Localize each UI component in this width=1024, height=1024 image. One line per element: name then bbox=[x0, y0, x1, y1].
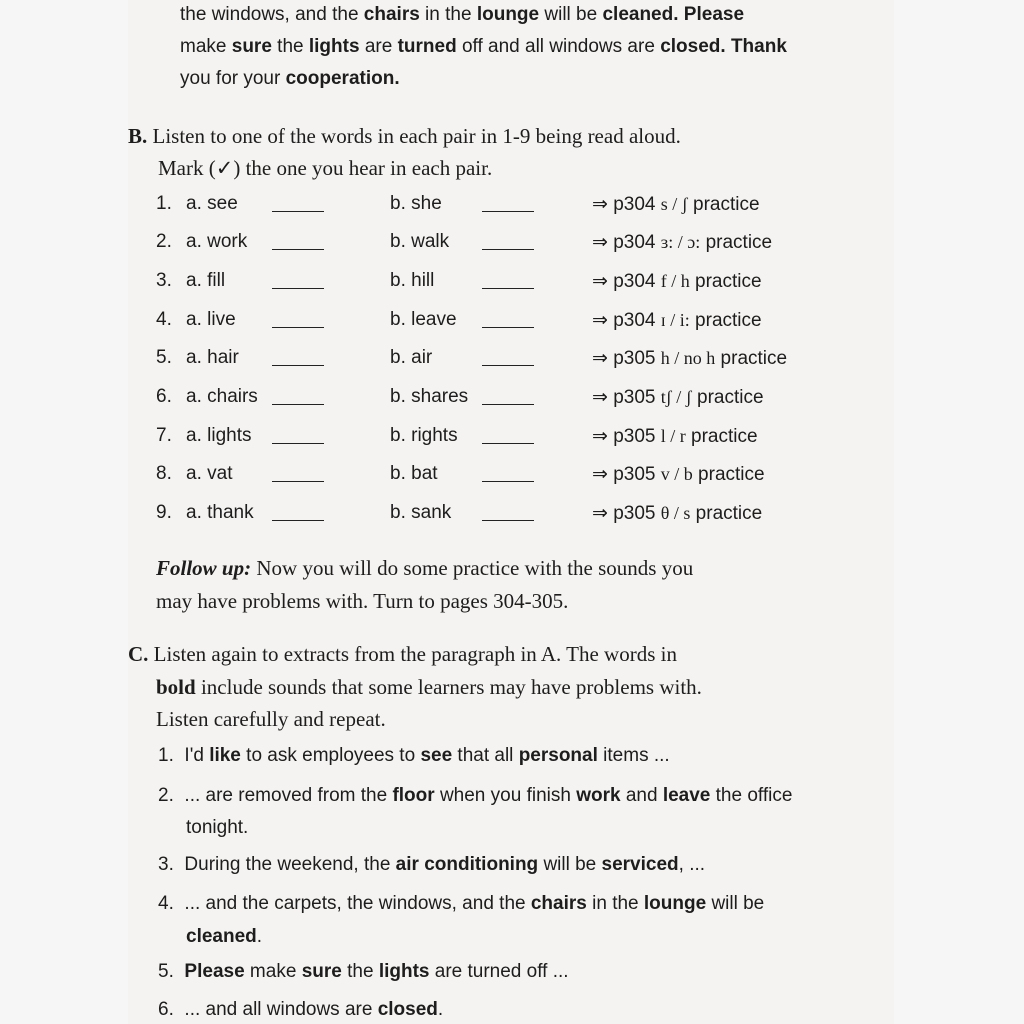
practice-reference bbox=[592, 463, 765, 486]
intro-line-2: make sure the lights are turned off and all windows are closed. Thank bbox=[180, 36, 787, 57]
option-b-word: b. leave bbox=[390, 309, 457, 330]
phoneme-pair: tʃ / ʃ bbox=[660, 387, 692, 407]
intro-line-1: the windows, and the chairs in the lounge will be cleaned. Please bbox=[180, 4, 745, 25]
practice-word: practice bbox=[695, 310, 762, 331]
item-number: 3. bbox=[156, 270, 172, 291]
item-number: 4. bbox=[156, 309, 172, 330]
practice-reference bbox=[592, 347, 787, 370]
option-b-word: b. bat bbox=[390, 463, 438, 484]
phoneme-pair: s / ʃ bbox=[660, 194, 688, 214]
option-b-word: b. rights bbox=[390, 425, 458, 446]
practice-reference bbox=[592, 502, 762, 525]
practice-word: practice bbox=[698, 464, 765, 485]
option-a-answer-blank[interactable] bbox=[272, 404, 324, 405]
practice-word: practice bbox=[693, 194, 760, 215]
practice-reference bbox=[592, 309, 762, 332]
word-pair-row bbox=[156, 309, 836, 335]
practice-page: ⇒ p305 bbox=[592, 464, 656, 485]
practice-page: ⇒ p305 bbox=[592, 503, 656, 524]
word-pair-row bbox=[156, 502, 836, 528]
word-pair-row bbox=[156, 386, 836, 412]
option-b-word: b. she bbox=[390, 193, 442, 214]
option-a-answer-blank[interactable] bbox=[272, 481, 324, 482]
option-a-word: a. lights bbox=[186, 425, 252, 446]
phoneme-pair: l / r bbox=[660, 426, 686, 446]
practice-word: practice bbox=[691, 426, 758, 447]
practice-word: practice bbox=[695, 271, 762, 292]
phoneme-pair: f / h bbox=[660, 271, 690, 291]
option-a-answer-blank[interactable] bbox=[272, 520, 324, 521]
follow-up-line-1: Follow up: Now you will do some practice with the sounds you bbox=[156, 556, 694, 580]
practice-page: ⇒ p305 bbox=[592, 348, 656, 369]
phoneme-pair: θ / s bbox=[660, 503, 691, 523]
option-a-answer-blank[interactable] bbox=[272, 288, 324, 289]
item-number: 5. bbox=[156, 347, 172, 368]
practice-word: practice bbox=[697, 387, 764, 408]
option-b-answer-blank[interactable] bbox=[482, 288, 534, 289]
item-number: 1. bbox=[156, 193, 172, 214]
option-a-answer-blank[interactable] bbox=[272, 327, 324, 328]
c-item-5: 5. Please make sure the lights are turned off ... bbox=[158, 961, 569, 982]
follow-up-label: Follow up: bbox=[156, 556, 252, 580]
option-b-word: b. sank bbox=[390, 502, 452, 523]
option-a-word: a. see bbox=[186, 193, 238, 214]
option-b-answer-blank[interactable] bbox=[482, 404, 534, 405]
c-item-4-cont: cleaned. bbox=[186, 926, 263, 947]
option-b-answer-blank[interactable] bbox=[482, 249, 534, 250]
option-b-word: b. walk bbox=[390, 231, 450, 252]
practice-reference bbox=[592, 386, 764, 409]
option-b-word: b. air bbox=[390, 347, 433, 368]
phoneme-pair: ɜ: / ɔ: bbox=[660, 232, 701, 252]
section-c-instruction-3: Listen carefully and repeat. bbox=[156, 707, 386, 731]
section-c-instruction-1: C. Listen again to extracts from the paragraph in A. The words in bbox=[128, 642, 677, 666]
practice-page: ⇒ p304 bbox=[592, 271, 656, 292]
option-b-answer-blank[interactable] bbox=[482, 481, 534, 482]
section-b-label: B. bbox=[128, 124, 148, 148]
follow-up-line-2: may have problems with. Turn to pages 304-305. bbox=[156, 589, 569, 613]
section-b-instruction-2: Mark (✓) the one you hear in each pair. bbox=[158, 156, 493, 180]
c-item-2: 2. ... are removed from the floor when you finish work and leave the office bbox=[158, 785, 793, 806]
phoneme-pair: ɪ / i: bbox=[660, 310, 690, 330]
option-b-answer-blank[interactable] bbox=[482, 327, 534, 328]
option-b-word: b. hill bbox=[390, 270, 435, 291]
page-edge-left bbox=[0, 0, 128, 1024]
option-a-answer-blank[interactable] bbox=[272, 365, 324, 366]
c-item-1: 1. I'd like to ask employees to see that all personal items ... bbox=[158, 745, 670, 766]
practice-page: ⇒ p304 bbox=[592, 194, 656, 215]
item-number: 9. bbox=[156, 502, 172, 523]
word-pair-row bbox=[156, 347, 836, 373]
option-a-word: a. chairs bbox=[186, 386, 258, 407]
practice-word: practice bbox=[695, 503, 763, 524]
practice-page: ⇒ p304 bbox=[592, 310, 656, 331]
option-b-answer-blank[interactable] bbox=[482, 365, 534, 366]
practice-word: practice bbox=[705, 232, 773, 253]
section-c-instruction-2: bold include sounds that some learners may have problems with. bbox=[156, 675, 702, 699]
phoneme-pair: h / no h bbox=[660, 348, 716, 368]
option-a-word: a. hair bbox=[186, 347, 239, 368]
word-pair-row bbox=[156, 193, 836, 219]
item-number: 2. bbox=[156, 231, 172, 252]
page-edge-right bbox=[894, 0, 1024, 1024]
intro-line-3: you for your cooperation. bbox=[180, 68, 400, 89]
option-b-answer-blank[interactable] bbox=[482, 211, 534, 212]
option-b-answer-blank[interactable] bbox=[482, 443, 534, 444]
practice-page: ⇒ p305 bbox=[592, 426, 656, 447]
option-a-word: a. fill bbox=[186, 270, 226, 291]
practice-reference bbox=[592, 270, 762, 293]
option-a-answer-blank[interactable] bbox=[272, 443, 324, 444]
option-a-word: a. live bbox=[186, 309, 236, 330]
practice-word: practice bbox=[720, 348, 788, 369]
item-number: 8. bbox=[156, 463, 172, 484]
practice-page: ⇒ p304 bbox=[592, 232, 656, 253]
word-pair-row bbox=[156, 270, 836, 296]
c-item-4: 4. ... and the carpets, the windows, and the chairs in the lounge will be bbox=[158, 893, 765, 914]
practice-reference bbox=[592, 231, 772, 254]
section-b-instruction-1: B. Listen to one of the words in each pair in 1-9 being read aloud. bbox=[128, 124, 681, 148]
option-a-word: a. thank bbox=[186, 502, 254, 523]
word-pair-row bbox=[156, 231, 836, 257]
option-a-word: a. vat bbox=[186, 463, 233, 484]
c-item-6: 6. ... and all windows are closed. bbox=[158, 999, 444, 1020]
word-pair-row bbox=[156, 463, 836, 489]
option-b-answer-blank[interactable] bbox=[482, 520, 534, 521]
phoneme-pair: v / b bbox=[660, 464, 693, 484]
c-item-3: 3. During the weekend, the air conditioning will be serviced, ... bbox=[158, 854, 706, 875]
section-c-label: C. bbox=[128, 642, 149, 666]
c-item-2-cont: tonight. bbox=[186, 817, 249, 838]
word-pair-row bbox=[156, 425, 836, 451]
practice-page: ⇒ p305 bbox=[592, 387, 656, 408]
practice-reference bbox=[592, 425, 758, 448]
option-a-answer-blank[interactable] bbox=[272, 249, 324, 250]
option-a-word: a. work bbox=[186, 231, 248, 252]
option-b-word: b. shares bbox=[390, 386, 469, 407]
practice-reference bbox=[592, 193, 760, 216]
item-number: 7. bbox=[156, 425, 172, 446]
option-a-answer-blank[interactable] bbox=[272, 211, 324, 212]
item-number: 6. bbox=[156, 386, 172, 407]
